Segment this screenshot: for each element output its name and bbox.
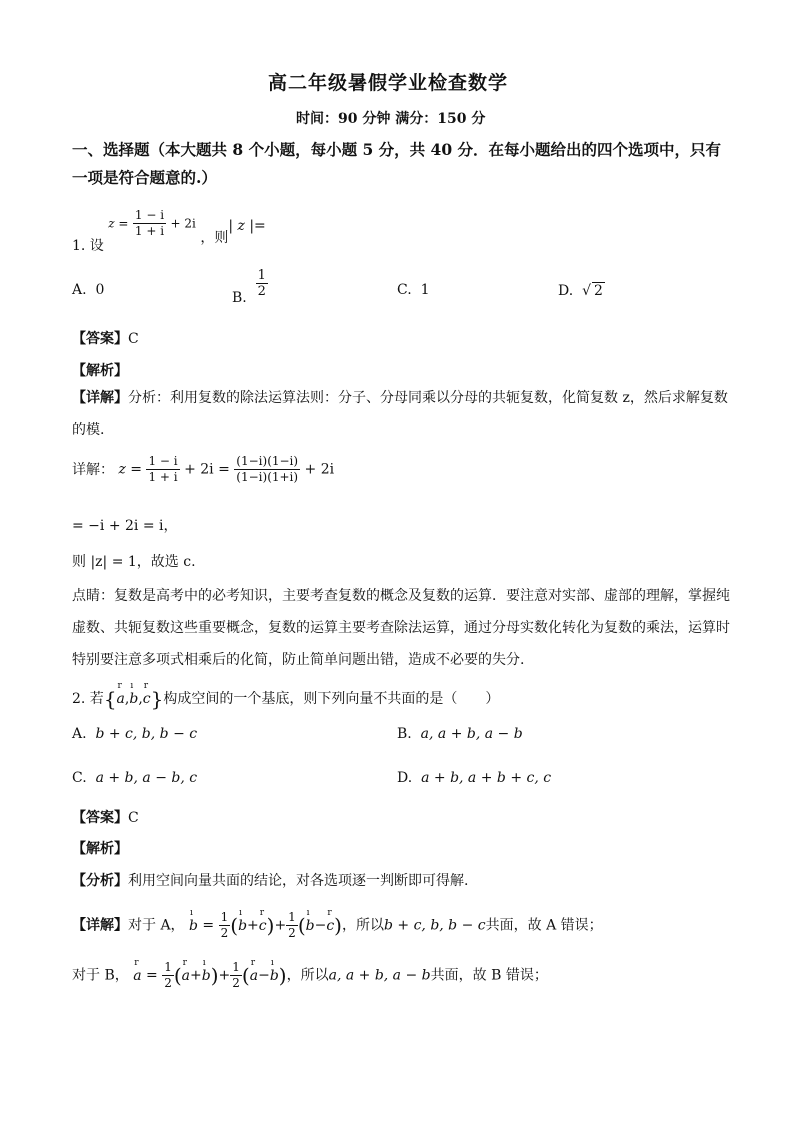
section-heading: 一、选择题（本大题共 8 个小题，每小题 5 分，共 40 分．在每小题给出的四个选项中，只有一项是符合题意的.）	[72, 140, 722, 187]
q2-analysis-tag: 【解析】	[72, 841, 128, 857]
abs-z: | z |=	[228, 217, 266, 234]
plus-2i: + 2i	[170, 216, 196, 231]
ask-text: ，则	[200, 229, 229, 246]
q1-step3: 则 |z| = 1，故选 c.	[72, 554, 196, 570]
exam-info: 时间：90 分钟 满分：150 分	[296, 111, 486, 127]
q2-detail-a: 【详解】对于 A， ı b = $\frac{1}{2}$ (ı b+r c)+ $\frac{1}{2}$ (ı b−r c)，所以b + c, b, b − c共面，故 A 错误；	[72, 910, 603, 941]
q2-detail-b: 对于 B， r a = $\frac{1}{2}$ (r a+ı b)+ $\frac{1}{2}$ (r a−ı b)，所以a, a + b, a − b共面，故 B 错误；	[72, 960, 548, 991]
page-title: 高二年级暑假学业检查数学	[268, 72, 509, 94]
q1-solution: 详解： z = $\frac{1 - i}{1 + i}$ + 2i = $\frac{(1-i)(1-i)}{(1-i)(1+i)}$ + 2i	[72, 454, 335, 484]
q1-detail: 【详解】分析：利用复数的除法运算法则：分子、分母同乘以分母的共轭复数，化简复数 z，然后求解复数的模.	[72, 390, 728, 438]
question-number: 1. 设	[72, 237, 104, 254]
q1-option-a: A. 0	[72, 282, 105, 298]
z-variable: z =	[108, 216, 129, 231]
q1-option-c: C. 1	[397, 282, 430, 298]
question-2: 2. 若{r a,ı b,r c}构成空间的一个基底，则下列向量不共面的是（ ）	[72, 687, 499, 711]
q2-option-c: C. a + b, a − b, c	[72, 770, 198, 786]
fraction: $\frac{1 - i}{1 + i}$	[134, 208, 165, 238]
question-1	[72, 208, 266, 254]
q2-option-b: B. a, a + b, a − b	[397, 726, 523, 742]
q1-option-d: D. √ 2	[558, 283, 603, 299]
q1-analysis-tag: 【解析】	[72, 363, 128, 379]
q2-option-a: A. b + c, b, b − c	[72, 726, 198, 742]
q2-answer: 【答案】C	[72, 810, 139, 826]
q1-answer: 【答案】C	[72, 331, 139, 347]
q1-comment: 点睛：复数是高考中的必考知识，主要考查复数的概念及复数的运算．要注意对实部、虚部的理解，掌握纯虚数、共轭复数这些重要概念，复数的运算主要考查除法运算，通过分母实数化转化为复数的乘法，运算时特别要注意多项式相乘后的化简，防止简单问题出错，造成不必要的失分.	[72, 588, 730, 668]
q1-step2: = −i + 2i = i，	[72, 518, 178, 534]
q2-fenxi: 【分析】利用空间向量共面的结论，对各选项逐一判断即可得解.	[72, 873, 469, 889]
q1-option-b: B. $\frac{1}{2}$	[232, 268, 266, 306]
q2-option-d: D. a + b, a + b + c, c	[397, 770, 552, 786]
